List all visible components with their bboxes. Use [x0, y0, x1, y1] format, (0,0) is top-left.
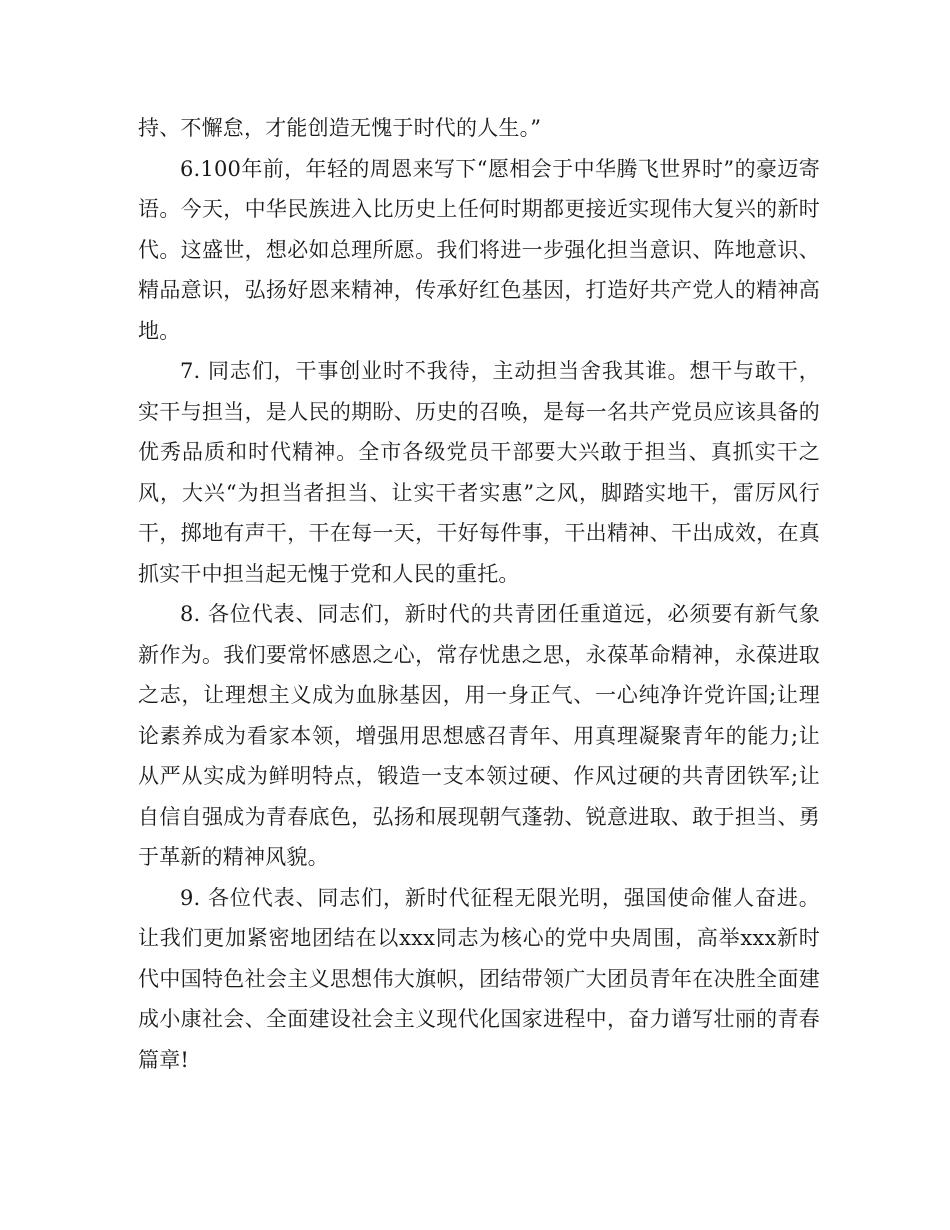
paragraph-8: 8. 各位代表、同志们，新时代的共青团任重道远，必须要有新气象新作为。我们要常怀感恩之心，常存忧患之思，永葆革命精神，永葆进取之志，让理想主义成为血脉基因，用一身正气、一心纯净许党许国;让理论素养成为看家本领，增强用思想感召青年、用真理凝聚青年的能力;让从严从实成为鲜明特点，锻造一支本领过硬、作风过硬的共青团铁军;让自信自强成为青春底色，弘扬和展现朝气蓬勃、锐意进取、敢于担当、勇于革新的精神风貌。 — [138, 602, 820, 869]
paragraph-continuation: 持、不懈怠，才能创造无愧于时代的人生。” — [138, 116, 542, 140]
paragraph-7: 7. 同志们，干事创业时不我待，主动担当舍我其谁。想干与敢干，实干与担当，是人民的期盼、历史的召唤，是每一名共产党员应该具备的优秀品质和时代精神。全市各级党员干部要大兴敢于担当、真抓实干之风，大兴“为担当者担当、让实干者实惠”之风，脚踏实地干，雷厉风行干，掷地有声干，干在每一天，干好每件事，干出精神、干出成效，在真抓实干中担当起无愧于党和人民的重托。 — [138, 359, 820, 586]
document-body — [138, 108, 820, 1080]
paragraph-9: 9. 各位代表、同志们，新时代征程无限光明，强国使命催人奋进。让我们更加紧密地团结在以xxx同志为核心的党中央周围，高举xxx新时代中国特色社会主义思想伟大旗帜，团结带领广大团员青年在决胜全面建成小康社会、全面建设社会主义现代化国家进程中，奋力谱写壮丽的青春篇章! — [138, 885, 820, 1072]
paragraph-6: 6.100年前，年轻的周恩来写下“愿相会于中华腾飞世界时”的豪迈寄语。今天，中华民族进入比历史上任何时期都更接近实现伟大复兴的新时代。这盛世，想必如总理所愿。我们将进一步强化担当意识、阵地意识、精品意识，弘扬好恩来精神，传承好红色基因，打造好共产党人的精神高地。 — [138, 156, 820, 343]
